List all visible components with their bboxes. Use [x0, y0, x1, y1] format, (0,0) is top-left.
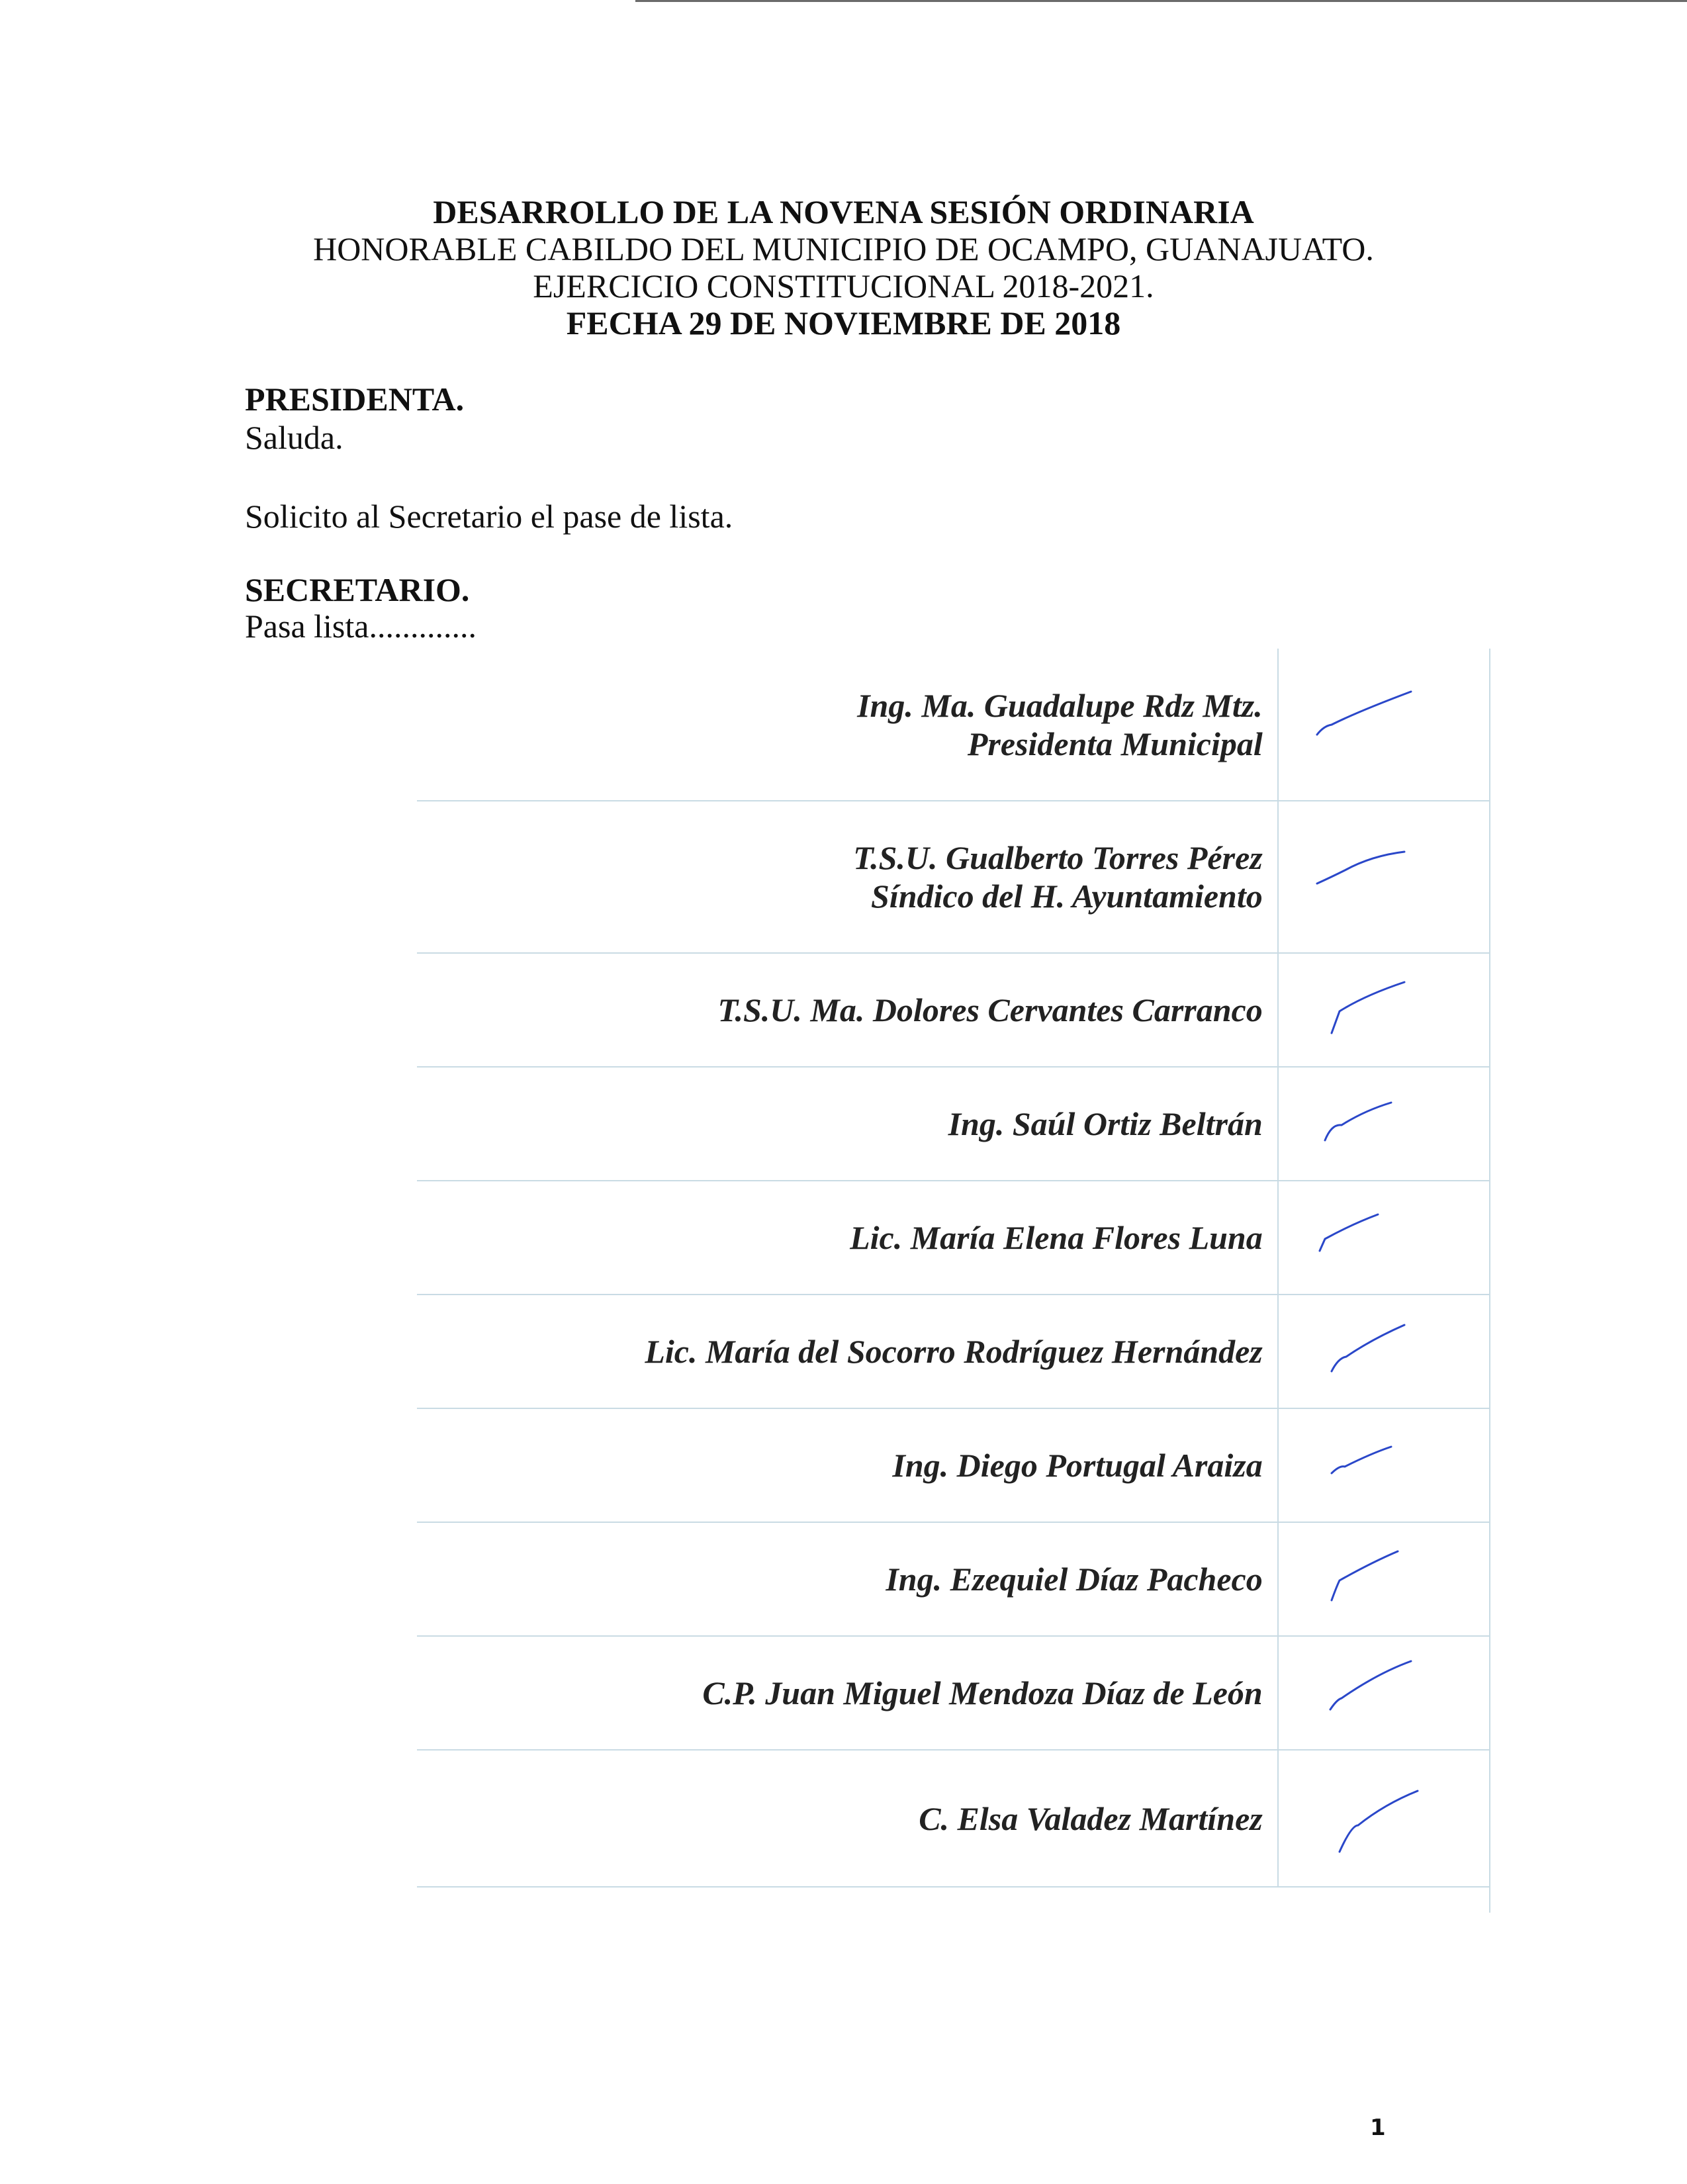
member-name: Lic. María Elena Flores Luna	[850, 1219, 1263, 1256]
handwritten-check-icon	[1305, 1653, 1437, 1733]
roll-call-row	[417, 1181, 1489, 1295]
roll-call-rows	[417, 649, 1489, 1888]
member-name-cell	[417, 1295, 1278, 1408]
roll-call-row	[417, 953, 1489, 1067]
attendance-cell	[1278, 1295, 1489, 1408]
attendance-cell	[1278, 649, 1489, 801]
member-name: C.P. Juan Miguel Mendoza Díaz de León	[702, 1674, 1263, 1711]
check-stroke	[1330, 1661, 1411, 1709]
check-stroke	[1317, 852, 1404, 884]
member-name-cell	[417, 1750, 1278, 1887]
member-name-cell	[417, 1522, 1278, 1636]
member-role: Presidenta Municipal	[967, 725, 1263, 762]
roll-call-row	[417, 1295, 1489, 1408]
member-name: Ing. Ezequiel Díaz Pacheco	[886, 1561, 1263, 1598]
member-name-cell	[417, 953, 1278, 1067]
handwritten-check-icon	[1305, 1198, 1437, 1277]
member-name: Ing. Ma. Guadalupe Rdz Mtz.	[857, 686, 1263, 724]
check-stroke	[1325, 1103, 1391, 1140]
handwritten-check-icon	[1305, 1539, 1437, 1619]
attendance-cell	[1278, 1408, 1489, 1522]
header-date: FECHA 29 DE NOVIEMBRE DE 2018	[566, 304, 1121, 341]
secretario-label: SECRETARIO.	[245, 571, 470, 608]
handwritten-check-icon	[1305, 685, 1437, 764]
attendance-cell	[1278, 1522, 1489, 1636]
page-number: 1	[1370, 2115, 1386, 2141]
check-stroke	[1317, 692, 1411, 735]
roll-call-row	[417, 1408, 1489, 1522]
handwritten-check-icon	[1305, 1084, 1437, 1163]
member-name-cell	[417, 649, 1278, 801]
roll-call-row	[417, 1750, 1489, 1887]
roll-call-row	[417, 1522, 1489, 1636]
header-council: HONORABLE CABILDO DEL MUNICIPIO DE OCAMPO, GUANAJUATO.	[313, 230, 1374, 267]
check-stroke	[1340, 1791, 1418, 1852]
secretario-action: Pasa lista.............	[245, 608, 477, 645]
handwritten-check-icon	[1305, 837, 1437, 917]
handwritten-check-icon	[1305, 970, 1437, 1050]
member-name: T.S.U. Gualberto Torres Pérez	[853, 839, 1263, 876]
check-stroke	[1320, 1214, 1378, 1251]
header-term: EJERCICIO CONSTITUCIONAL 2018-2021.	[533, 267, 1154, 304]
attendance-cell	[1278, 1750, 1489, 1887]
document-header	[0, 193, 1687, 341]
handwritten-check-icon	[1305, 1779, 1437, 1858]
handwritten-check-icon	[1305, 1426, 1437, 1505]
roll-call-table	[417, 649, 1489, 1913]
handwritten-check-icon	[1305, 1312, 1437, 1391]
attendance-cell	[1278, 1181, 1489, 1295]
presidenta-label: PRESIDENTA.	[245, 381, 465, 418]
scan-edge-line	[635, 0, 1687, 6]
member-name: Lic. María del Socorro Rodríguez Hernández	[645, 1333, 1263, 1370]
member-name: Ing. Saúl Ortiz Beltrán	[948, 1105, 1263, 1142]
member-name-cell	[417, 1636, 1278, 1750]
presidenta-request: Solicito al Secretario el pase de lista.	[245, 498, 733, 535]
roll-call-row	[417, 801, 1489, 953]
member-name-cell	[417, 1067, 1278, 1181]
member-name-cell	[417, 801, 1278, 953]
attendance-cell	[1278, 1636, 1489, 1750]
attendance-cell	[1278, 953, 1489, 1067]
attendance-cell	[1278, 1067, 1489, 1181]
member-role: Síndico del H. Ayuntamiento	[871, 878, 1263, 915]
check-stroke	[1332, 1447, 1391, 1473]
check-stroke	[1332, 982, 1404, 1033]
roll-call-row	[417, 649, 1489, 801]
member-name-cell	[417, 1181, 1278, 1295]
member-name: T.S.U. Ma. Dolores Cervantes Carranco	[717, 991, 1263, 1028]
presidenta-greeting: Saluda.	[245, 419, 343, 456]
member-name: C. Elsa Valadez Martínez	[919, 1799, 1263, 1837]
table-right-rule	[1489, 649, 1490, 1913]
member-name-cell	[417, 1408, 1278, 1522]
roll-call-row	[417, 1636, 1489, 1750]
header-title: DESARROLLO DE LA NOVENA SESIÓN ORDINARIA	[433, 193, 1254, 230]
member-name: Ing. Diego Portugal Araiza	[892, 1447, 1263, 1484]
check-stroke	[1332, 1325, 1404, 1371]
roll-call-row	[417, 1067, 1489, 1181]
check-stroke	[1332, 1551, 1398, 1600]
attendance-cell	[1278, 801, 1489, 953]
